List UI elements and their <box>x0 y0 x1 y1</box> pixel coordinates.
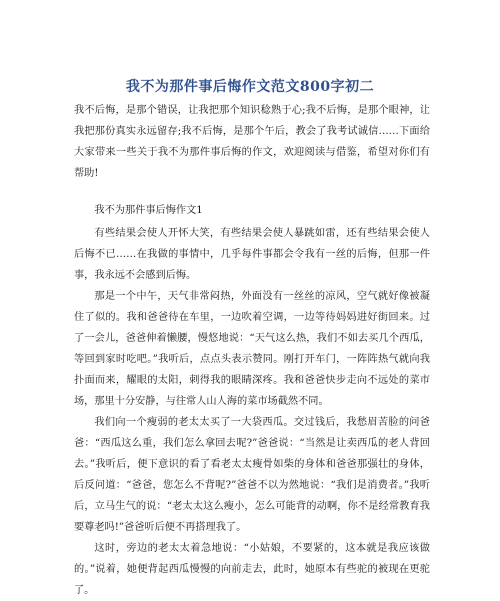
document-body <box>74 100 430 601</box>
body-paragraph: 这时，旁边的老太太着急地说：“小姑娘，不要紧的，这本就是我应该做的。”说着，她便背起西瓜慢慢的向前走去，此时，她原本有些驼的被现在更驼了。 <box>74 543 430 596</box>
body-paragraph: 我们向一个瘦弱的老太太买了一大袋西瓜。交过钱后，我愁眉苦脸的问爸爸：“西瓜这么重，我们怎么拿回去呢?”爸爸说：“当然是让卖西瓜的老人背回去。”我听后，便下意识的看了看老太太瘦骨如柴的身体和爸爸那强壮的身体，后反问道：“爸爸，您怎么不背呢?”爸爸不以为然地说：“我们是消费者。”我听后，立马生气的说：“老太太这么瘦小，怎么可能背的动啊，你不是经常教育我要尊老吗!”爸爸听后便不再搭理我了。 <box>74 417 430 533</box>
document-title: 我不为那件事后悔作文范文800字初二 <box>125 79 375 95</box>
body-paragraph: 那是一个中午，天气非常闷热，外面没有一丝丝的凉风，空气就好像被凝住了似的。我和爸爸待在车里，一边吹着空调，一边等待妈妈进好街回来。过了一会儿，爸爸伸着懒腰，慢悠地说：“天气这么热，我们不如去买几个西瓜，等回到家时吃吧。”我听后，点点头表示赞同。刚打开车门，一阵阵热气就向我扑面而来，耀眼的太阳，刺得我的眼睛深疼。我和爸爸快步走向不远处的菜市场，那里十分安静，与往常人山人海的菜市场截然不同。 <box>74 291 430 407</box>
intro-paragraph: 我不后悔，是那个错误，让我把那个知识稔熟于心;我不后悔，是那个眼神，让我把那份真实永远留存;我不后悔，是那个午后，教会了我考试诚信……下面给大家带来一些关于我不为那件事后悔的作文，欢迎阅读与借鉴，希望对你们有帮助! <box>74 105 430 179</box>
body-paragraph: 有些结果会使人开怀大笑，有些结果会使人暴跳如雷，还有些结果会使人后悔不已……在我做的事情中，几乎每件事都会令我有一丝的后悔，但那一件事，我永远不会感到后悔。 <box>74 228 430 281</box>
section-title: 我不为那件事后悔作文1 <box>94 205 203 216</box>
